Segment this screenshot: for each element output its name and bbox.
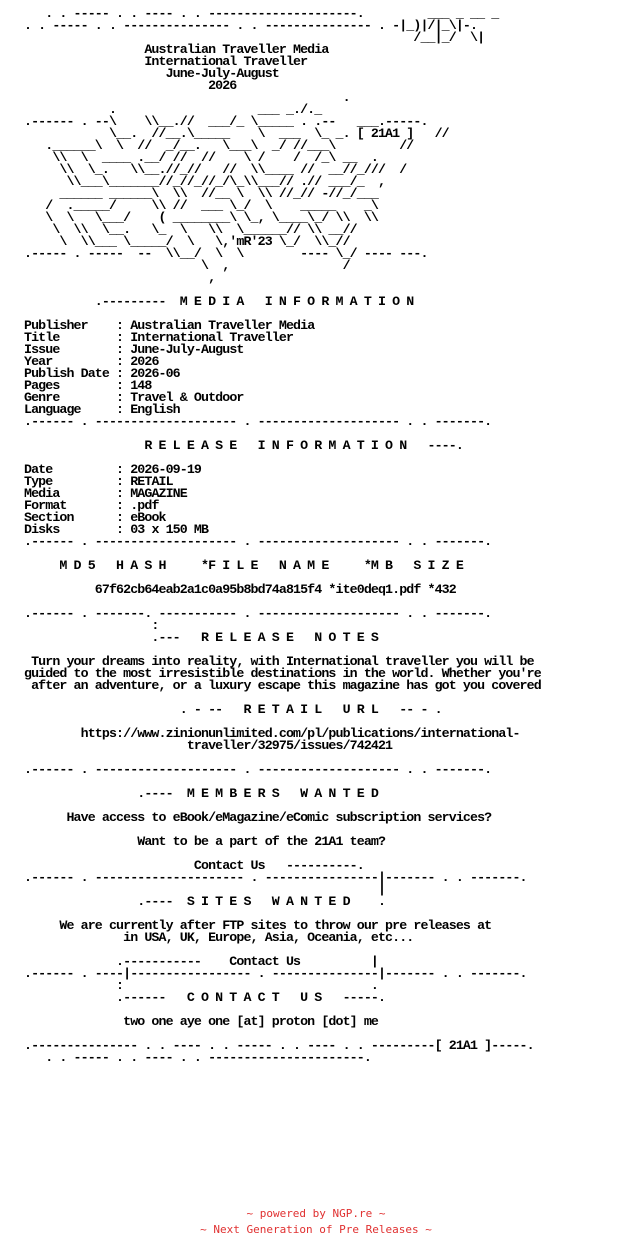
media-info-row-value: 2026: [130, 354, 159, 369]
nfo-text: [24, 8, 624, 1208]
media-info-row-label: Year :: [24, 354, 131, 369]
media-info-row-value: Travel & Outdoor: [130, 390, 244, 405]
release-notes-header: .------ . -------. ----------- . -------------------- . . -------. : .--- R E L E A S E N O T E S: [24, 606, 492, 645]
release-info-row-label: Section :: [24, 510, 131, 525]
header-art: . . ----- . . ---- . . ---------------------. ___ _ __ _ . . ----- . . --------------- . . --------------- . -|_)|/|_\|-. /__|_/ \| Australian Traveller Media International Traveller June-July-August 2026: [24, 8, 499, 93]
members-wanted-header: .---- M E M B E R S W A N T E D: [24, 786, 378, 801]
closing-art: .--------------- . . ---- . . ----- . . ---- . . ---------[ 21A1 ]-----. . . ----- . . ---- . . ----------------------.: [24, 1038, 534, 1065]
release-notes: Turn your dreams into reality, with International traveller you will be guided to the most irresistible destinations in the world. Whether you're after an adventure, or a luxury escape this magazine has got you covered: [24, 654, 541, 693]
release-info-row-label: Format :: [24, 498, 131, 513]
media-info-row-label: Publish Date :: [24, 366, 131, 381]
release-info-row-value: 03 x 150 MB: [130, 522, 209, 537]
release-info-row-value: MAGAZINE: [130, 486, 187, 501]
media-info-row-value: Australian Traveller Media: [130, 318, 315, 333]
media-info-row-label: Language :: [24, 402, 131, 417]
footer-powered-by-link[interactable]: ~ powered by NGP.re ~: [246, 1207, 386, 1220]
release-info-row-label: Type :: [24, 474, 131, 489]
divider: .------ . -------------------- . -------------------- . . -------.: [24, 414, 492, 429]
media-info-row-label: Publisher :: [24, 318, 131, 333]
release-info-row-label: Date :: [24, 462, 131, 477]
contact-box: .----------- Contact Us | .------ . ----|----------------- . ---------------|------- . . -------. : . .------ C O N T A C T U S -----.: [24, 954, 527, 1005]
retail-url-link[interactable]: https://www.zinionunlimited.com/pl/publications/international- traveller/32975/issues/742421: [80, 726, 520, 753]
release-info-row-value: 2026-09-19: [130, 462, 201, 477]
release-info-row-value: .pdf: [130, 498, 159, 513]
sites-wanted-text: We are currently after FTP sites to throw our pre releases at in USA, UK, Europe, Asia, Oceania, etc...: [59, 918, 492, 945]
media-info-block: [24, 318, 314, 417]
media-info-row-label: Title :: [24, 330, 131, 345]
members-wanted-text: Have access to eBook/eMagazine/eComic subscription services? Want to be a part of the 21A1 team? Contact Us ----------.: [66, 810, 492, 873]
release-info-row-value: eBook: [130, 510, 166, 525]
media-info-row-value: 2026-06: [130, 366, 180, 381]
release-info-header: R E L E A S E I N F O R M A T I O N ----.: [24, 438, 463, 453]
media-info-row-label: Issue :: [24, 342, 131, 357]
divider: .------ . -------------------- . -------------------- . . -------.: [24, 534, 492, 549]
release-info-row-value: RETAIL: [130, 474, 173, 489]
footer-tagline-link[interactable]: ~ Next Generation of Pre Releases ~: [200, 1223, 432, 1236]
media-info-row-value: International Traveller: [130, 330, 294, 345]
retail-url-header: . - -- R E T A I L U R L -- - .: [24, 702, 442, 717]
media-info-header: .--------- M E D I A I N F O R M A T I O N: [24, 294, 414, 309]
release-info-row-label: Disks :: [24, 522, 131, 537]
release-info-block: [24, 462, 208, 537]
logo-art: . . ___ _./._ .------ . --\ \\__.// ___/_ \_____ . .-- ___.-----. \__. //__.\_____ \ ___ \_ _. [ 21A1 ] // .______\ \ // _/__. \___\ _/ //___\ // \\ \ ____ .__/ // // \ / / /_\ __ . \\ \_. \\__.//_// // \\____ // __//_/// / \\___\_______//_//_//_/\_\\___// .// ___/_ , ______ ______\ \\ //__ \ \\ //_// -//_/___ / ._____/ \\ // ___ \_/ \ _____ _\ \ \ \___/ ( ________\ \_, \____\_/ \\ \\ \ \\ \__. \_ \ \\ \______// \\ __// \ \\___ \_____/ \ \,'mR'23 \_/ \\_// .----- . ----- -- \\__/ \ \ ---- \_/ ---- ---. \ , / ,: [24, 90, 449, 285]
media-info-row-value: English: [130, 402, 180, 417]
sites-wanted-header: .------ . --------------------- . ----------------|------- . . -------. | .---- S I T E S W A N T E D .: [24, 870, 527, 909]
file-row: 67f62cb64eab2a1c0a95b8bd74a815f4 *ite0deq1.pdf *432: [24, 582, 456, 597]
media-info-row-label: Genre :: [24, 390, 131, 405]
file-header: M D 5 H A S H *F I L E N A M E *M B S I Z E: [24, 558, 463, 573]
media-info-row-value: 148: [130, 378, 152, 393]
contact-email: two one aye one [at] proton [dot] me: [24, 1014, 378, 1029]
release-info-row-label: Media :: [24, 486, 131, 501]
media-info-row-label: Pages :: [24, 378, 131, 393]
divider: .------ . -------------------- . -------------------- . . -------.: [24, 762, 492, 777]
footer: [0, 1206, 632, 1238]
media-info-row-value: June-July-August: [130, 342, 244, 357]
